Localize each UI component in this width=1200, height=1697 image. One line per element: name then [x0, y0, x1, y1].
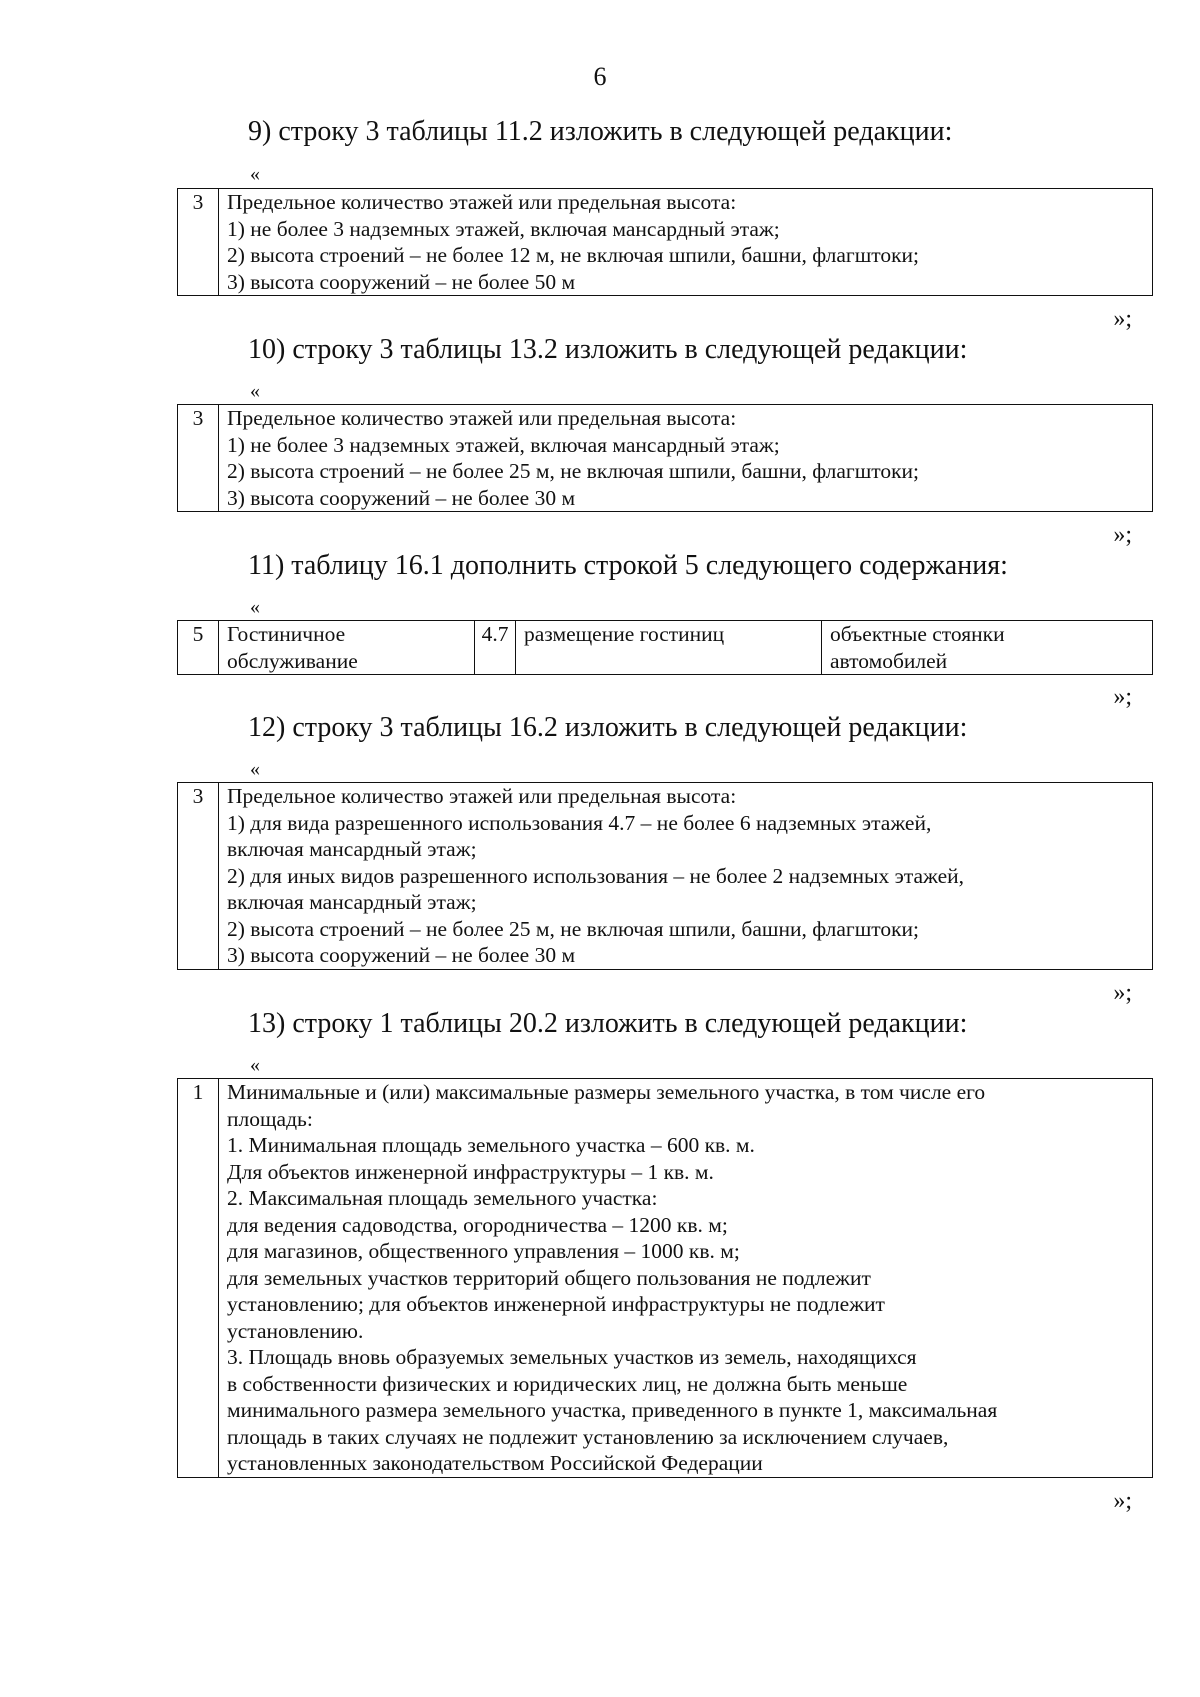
text-line: обслуживание [227, 648, 358, 673]
section-heading: 10) строку 3 таблицы 13.2 изложить в следующей редакции: [248, 334, 968, 365]
text-line: 2) высота строений – не более 25 м, не включая шпили, башни, флагштоки; [227, 916, 920, 941]
text-line: включая мансардный этаж; [227, 890, 477, 914]
text-line: площадь в таких случаях не подлежит установлению за исключением случаев, [227, 1424, 949, 1449]
text-line: 1. Минимальная площадь земельного участка – 600 кв. м. [227, 1133, 755, 1157]
text-line: в собственности физических и юридических лиц, не должна быть меньше [227, 1371, 908, 1396]
table-row [178, 405, 1153, 512]
table-row [178, 1079, 1153, 1478]
row-content-cell [219, 1079, 1153, 1478]
text-line: 3) высота сооружений – не более 30 м [227, 485, 576, 510]
section-heading: 9) строку 3 таблицы 11.2 изложить в следующей редакции: [248, 116, 953, 147]
section-heading: 12) строку 3 таблицы 16.2 изложить в следующей редакции: [248, 712, 968, 743]
table-row [178, 621, 1153, 675]
table-row-block [177, 782, 1153, 970]
close-quote: »; [1113, 306, 1132, 332]
text-line: Предельное количество этажей или предельная высота: [227, 406, 737, 430]
text-line: Предельное количество этажей или предельная высота: [227, 784, 737, 808]
row-number-cell: 3 [178, 405, 219, 512]
text-line: для земельных участков территорий общего пользования не подлежит [227, 1265, 871, 1290]
row-number-cell: 1 [178, 1079, 219, 1478]
text-line: 3) высота сооружений – не более 50 м [227, 269, 576, 294]
text-line: Предельное количество этажей или предельная высота: [227, 190, 737, 214]
text-line: 2) для иных видов разрешенного использования – не более 2 надземных этажей, [227, 863, 965, 888]
section-heading: 11) таблицу 16.1 дополнить строкой 5 следующего содержания: [248, 550, 1008, 581]
table-row [178, 783, 1153, 970]
text-line: установленных законодательством Российской Федерации [227, 1451, 763, 1475]
text-line: 2) высота строений – не более 25 м, не включая шпили, башни, флагштоки; [227, 459, 920, 483]
text-line: 2) высота строений – не более 12 м, не включая шпили, башни, флагштоки; [227, 243, 920, 267]
row-number-cell: 5 [178, 621, 219, 675]
code-cell: 4.7 [475, 621, 516, 675]
text-line: Гостиничное [227, 622, 346, 646]
text-line: установлению; для объектов инженерной инфраструктуры не подлежит [227, 1292, 885, 1316]
text-line: 3) высота сооружений – не более 30 м [227, 943, 576, 967]
page-number: 6 [593, 62, 607, 91]
text-line: Для объектов инженерной инфраструктуры – 1 кв. м. [227, 1159, 714, 1184]
text-line: объектные стоянки [830, 622, 1005, 646]
row-content-cell [219, 405, 1153, 512]
text-line: площадь: [227, 1106, 313, 1131]
row-number-cell: 3 [178, 783, 219, 970]
table-row-block [177, 188, 1153, 296]
close-quote: »; [1113, 522, 1132, 548]
row-content-cell [219, 783, 1153, 970]
text-line: для ведения садоводства, огородничества – 1200 кв. м; [227, 1212, 728, 1237]
text-line: автомобилей [830, 648, 948, 673]
open-quote: « [250, 758, 260, 780]
table-row-block [177, 1078, 1153, 1478]
row-number-cell: 3 [178, 189, 219, 296]
table-row-block [177, 620, 1153, 675]
open-quote: « [250, 596, 260, 618]
text-line: 1) для вида разрешенного использования 4.7 – не более 6 надземных этажей, [227, 810, 932, 835]
close-quote: »; [1113, 684, 1132, 710]
text-line: 2. Максимальная площадь земельного участка: [227, 1186, 658, 1210]
open-quote: « [250, 163, 260, 185]
extra-cell [822, 621, 1153, 675]
close-quote: »; [1113, 1488, 1132, 1514]
text-line: 1) не более 3 надземных этажей, включая мансардный этаж; [227, 432, 780, 457]
section-heading: 13) строку 1 таблицы 20.2 изложить в следующей редакции: [248, 1008, 968, 1039]
open-quote: « [250, 380, 260, 402]
table-row [178, 189, 1153, 296]
row-content-cell [219, 189, 1153, 296]
text-line: включая мансардный этаж; [227, 837, 477, 861]
text-line: 3. Площадь вновь образуемых земельных участков из земель, находящихся [227, 1345, 917, 1369]
table-row-block [177, 404, 1153, 512]
name-cell [219, 621, 475, 675]
open-quote: « [250, 1054, 260, 1076]
text-line: 1) не более 3 надземных этажей, включая мансардный этаж; [227, 216, 780, 241]
text-line: для магазинов, общественного управления – 1000 кв. м; [227, 1239, 740, 1263]
text-line: минимального размера земельного участка, приведенного в пункте 1, максимальная [227, 1398, 998, 1422]
text-line: установлению. [227, 1318, 364, 1343]
close-quote: »; [1113, 980, 1132, 1006]
text-line: Минимальные и (или) максимальные размеры земельного участка, в том числе его [227, 1080, 986, 1104]
description-cell: размещение гостиниц [516, 621, 822, 675]
